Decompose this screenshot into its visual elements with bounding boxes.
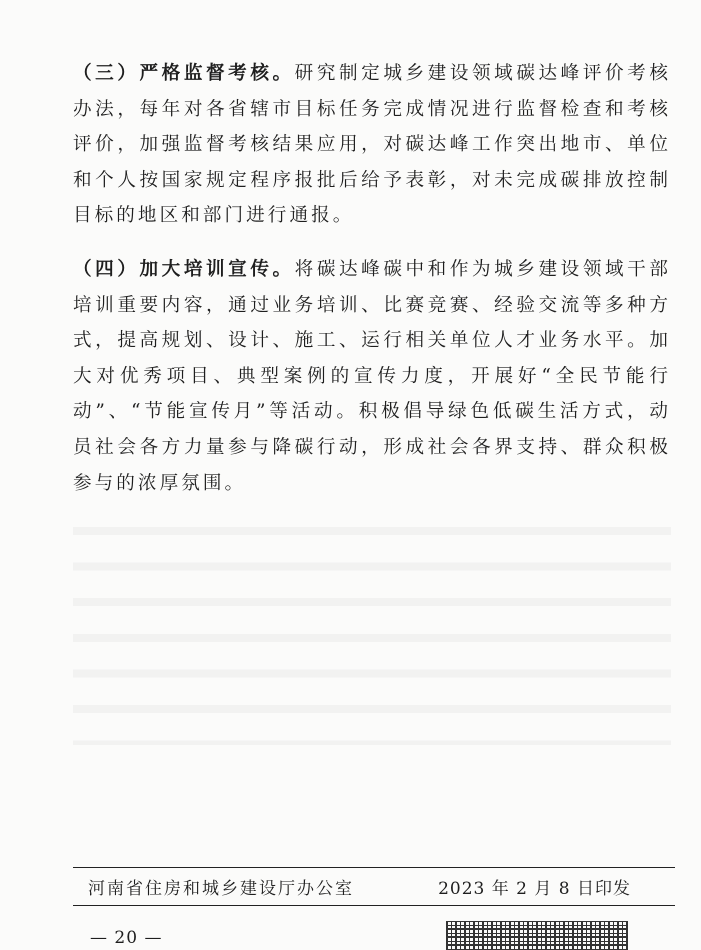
paragraph-heading: （四）加大培训宣传。 — [73, 259, 295, 280]
paragraph-heading: （三）严格监督考核。 — [73, 63, 295, 84]
paragraph-text: 研究制定城乡建设领域碳达峰评价考核办法，每年对各省辖市目标任务完成情况进行监督检查和考核评价，加强监督考核结果应用，对碳达峰工作突出地市、单位和个人按国家规定程序报批后给予表彰，对未完成碳排放控制目标的地区和部门进行通报。 — [73, 63, 671, 227]
paragraph-supervision — [73, 56, 671, 234]
issue-date: 2023 年 2 月 8 日印发 — [438, 879, 631, 899]
paragraph-text: 将碳达峰碳中和作为城乡建设领域干部培训重要内容，通过业务培训、比赛竞赛、经验交流等多种方式，提高规划、设计、施工、运行相关单位人才业务水平。加大对优秀项目、典型案例的宣传力度，开展好“全民节能行动”、“节能宣传月”等活动。积极倡导绿色低碳生活方式，动员社会各方力量参与降碳行动，形成社会各界支持、群众积极参与的浓厚氛围。 — [73, 259, 671, 494]
qr-code — [446, 921, 628, 950]
footer-rule-bottom — [73, 905, 675, 906]
paragraph-training — [73, 252, 671, 501]
page-number: — 20 — — [90, 928, 163, 948]
footer-rule-top — [73, 867, 675, 868]
issuer: 河南省住房和城乡建设厅办公室 — [88, 879, 354, 899]
reverse-side-bleed-through — [73, 505, 671, 745]
